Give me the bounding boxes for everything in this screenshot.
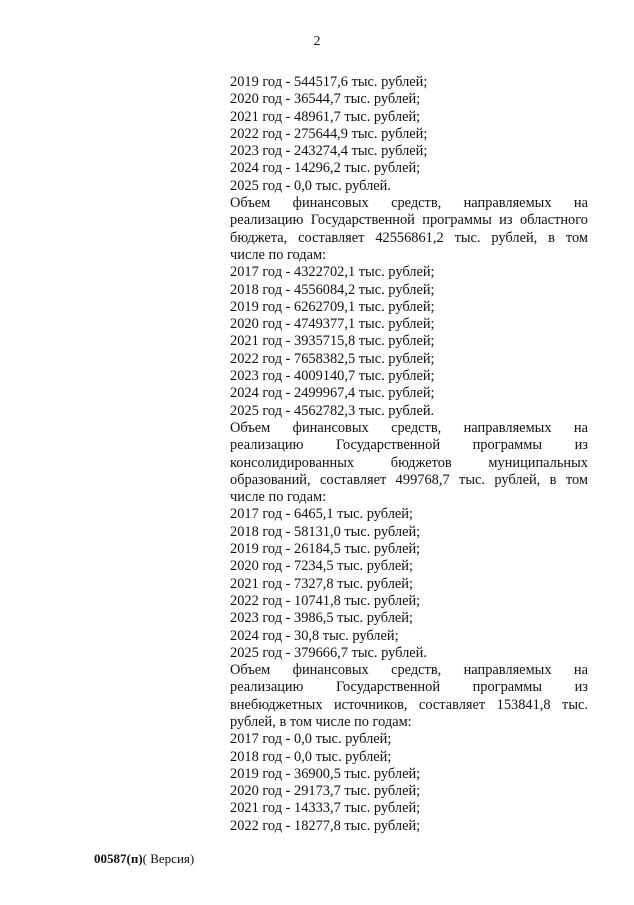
text-line: 2021 год - 14333,7 тыс. рублей; — [230, 800, 421, 817]
text-line: рублей, в том числе по годам: — [230, 713, 412, 730]
text-line: Объем финансовых средств, направляемых на — [230, 419, 588, 436]
text-line: 2020 год - 29173,7 тыс. рублей; — [230, 783, 421, 800]
text-line: 2018 год - 0,0 тыс. рублей; — [230, 748, 392, 765]
text-line: 2019 год - 36900,5 тыс. рублей; — [230, 765, 421, 782]
text-line: 2020 год - 7234,5 тыс. рублей; — [230, 558, 413, 575]
text-line: 2020 год - 36544,7 тыс. рублей; — [230, 91, 421, 108]
text-line: 2025 год - 0,0 тыс. рублей. — [230, 177, 391, 194]
text-line: 2020 год - 4749377,1 тыс. рублей; — [230, 316, 435, 333]
text-line: 2022 год - 18277,8 тыс. рублей; — [230, 817, 421, 834]
text-line: 2019 год - 6262709,1 тыс. рублей; — [230, 298, 435, 315]
text-line: 2021 год - 3935715,8 тыс. рублей; — [230, 333, 435, 350]
text-line: 2022 год - 10741,8 тыс. рублей; — [230, 592, 421, 609]
text-line: 2022 год - 275644,9 тыс. рублей; — [230, 125, 428, 142]
text-line: 2017 год - 4322702,1 тыс. рублей; — [230, 264, 435, 281]
text-line: Объем финансовых средств, направляемых на — [230, 195, 588, 212]
text-line: 2025 год - 4562782,3 тыс. рублей. — [230, 402, 435, 419]
text-line: 2017 год - 0,0 тыс. рублей; — [230, 731, 392, 748]
text-line: 2019 год - 544517,6 тыс. рублей; — [230, 74, 428, 90]
document-body — [230, 74, 588, 835]
document-version: ( Версия) — [142, 851, 195, 866]
paragraph — [230, 420, 588, 662]
text-line: числе по годам: — [230, 489, 327, 506]
text-line: 2025 год - 379666,7 тыс. рублей. — [230, 644, 427, 661]
text-line: бюджета, составляет 42556861,2 тыс. рублей, в том — [230, 229, 588, 246]
text-line: внебюджетных источников, составляет 153841,8 тыс. — [230, 696, 588, 713]
text-line: 2023 год - 3986,5 тыс. рублей; — [230, 610, 413, 627]
text-line: 2024 год - 2499967,4 тыс. рублей; — [230, 385, 435, 402]
document-footer — [94, 851, 194, 867]
paragraph — [230, 195, 588, 420]
document-code: 00587(п) — [94, 851, 143, 866]
text-line: 2023 год - 243274,4 тыс. рублей; — [230, 143, 428, 160]
text-line: числе по годам: — [230, 246, 327, 263]
text-line: 2021 год - 7327,8 тыс. рублей; — [230, 575, 413, 592]
paragraph — [230, 74, 588, 195]
text-line: консолидированных бюджетов муниципальных — [230, 454, 588, 471]
text-line: 2017 год - 6465,1 тыс. рублей; — [230, 506, 413, 523]
text-line: 2024 год - 30,8 тыс. рублей; — [230, 627, 399, 644]
text-line: 2022 год - 7658382,5 тыс. рублей; — [230, 350, 435, 367]
text-line: Объем финансовых средств, направляемых на — [230, 662, 588, 679]
text-line: образований, составляет 499768,7 тыс. рублей, в том — [230, 471, 588, 488]
text-line: реализацию Государственной программы из — [230, 679, 588, 696]
text-line: 2021 год - 48961,7 тыс. рублей; — [230, 108, 421, 125]
text-line: реализацию Государственной программы из областного — [230, 212, 588, 229]
text-line: 2018 год - 4556084,2 тыс. рублей; — [230, 281, 435, 298]
text-line: 2018 год - 58131,0 тыс. рублей; — [230, 523, 421, 540]
page-number: 2 — [313, 34, 321, 49]
text-line: 2019 год - 26184,5 тыс. рублей; — [230, 541, 421, 558]
text-line: реализацию Государственной программы из — [230, 437, 588, 454]
text-line: 2023 год - 4009140,7 тыс. рублей; — [230, 368, 435, 385]
text-line: 2024 год - 14296,2 тыс. рублей; — [230, 160, 421, 177]
paragraph — [230, 662, 588, 835]
